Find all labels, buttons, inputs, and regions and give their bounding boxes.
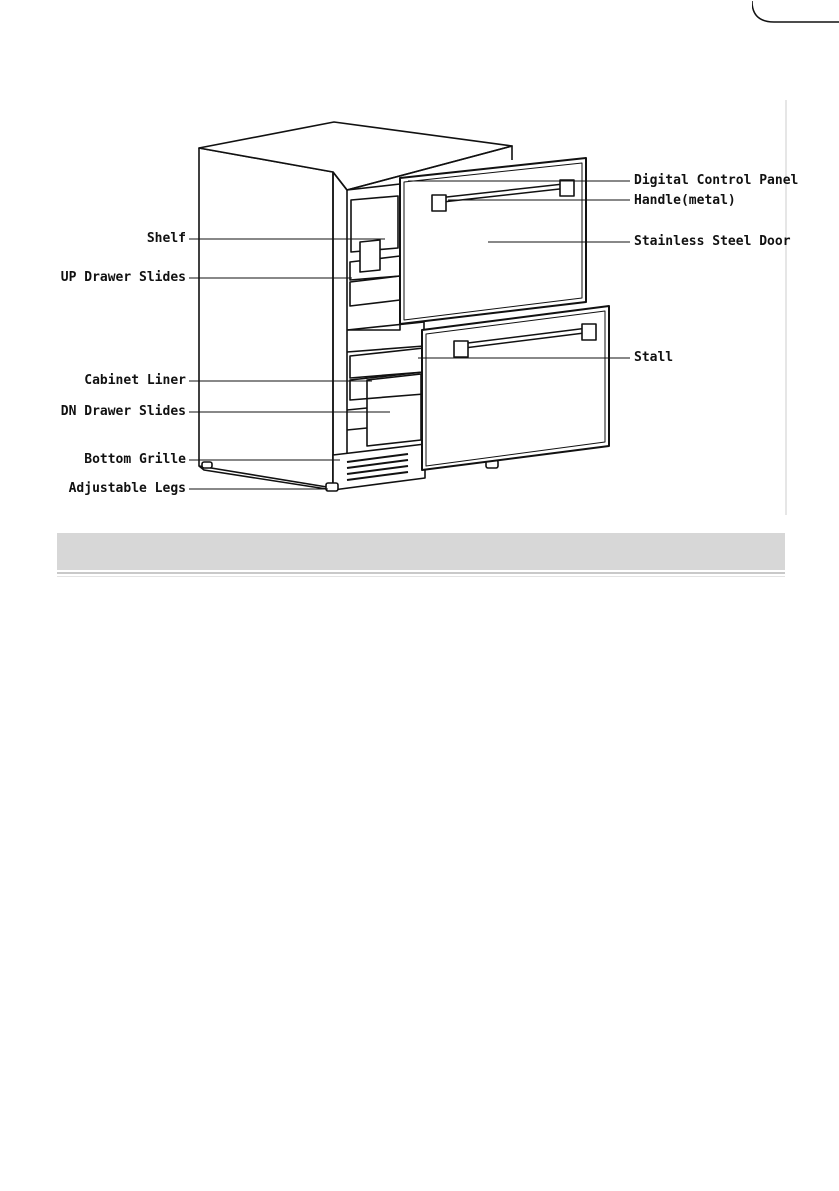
divider <box>57 572 785 574</box>
callout-stall: Stall <box>634 350 674 365</box>
drawer-refrigerator-diagram <box>0 0 839 520</box>
callout-digital-control-panel: Digital Control Panel <box>634 173 799 188</box>
section-header-bar <box>57 533 785 570</box>
callout-bottom-grille: Bottom Grille <box>84 452 186 467</box>
callout-up-drawer-slides: UP Drawer Slides <box>60 270 186 285</box>
divider <box>57 576 785 577</box>
callout-cabinet-liner: Cabinet Liner <box>84 373 186 388</box>
callout-stainless-steel-door: Stainless Steel Door <box>634 234 791 249</box>
callout-handle: Handle(metal) <box>634 193 736 208</box>
callout-adjustable-legs: Adjustable Legs <box>68 481 186 496</box>
callout-shelf: Shelf <box>146 231 186 246</box>
callout-dn-drawer-slides: DN Drawer Slides <box>60 404 186 419</box>
